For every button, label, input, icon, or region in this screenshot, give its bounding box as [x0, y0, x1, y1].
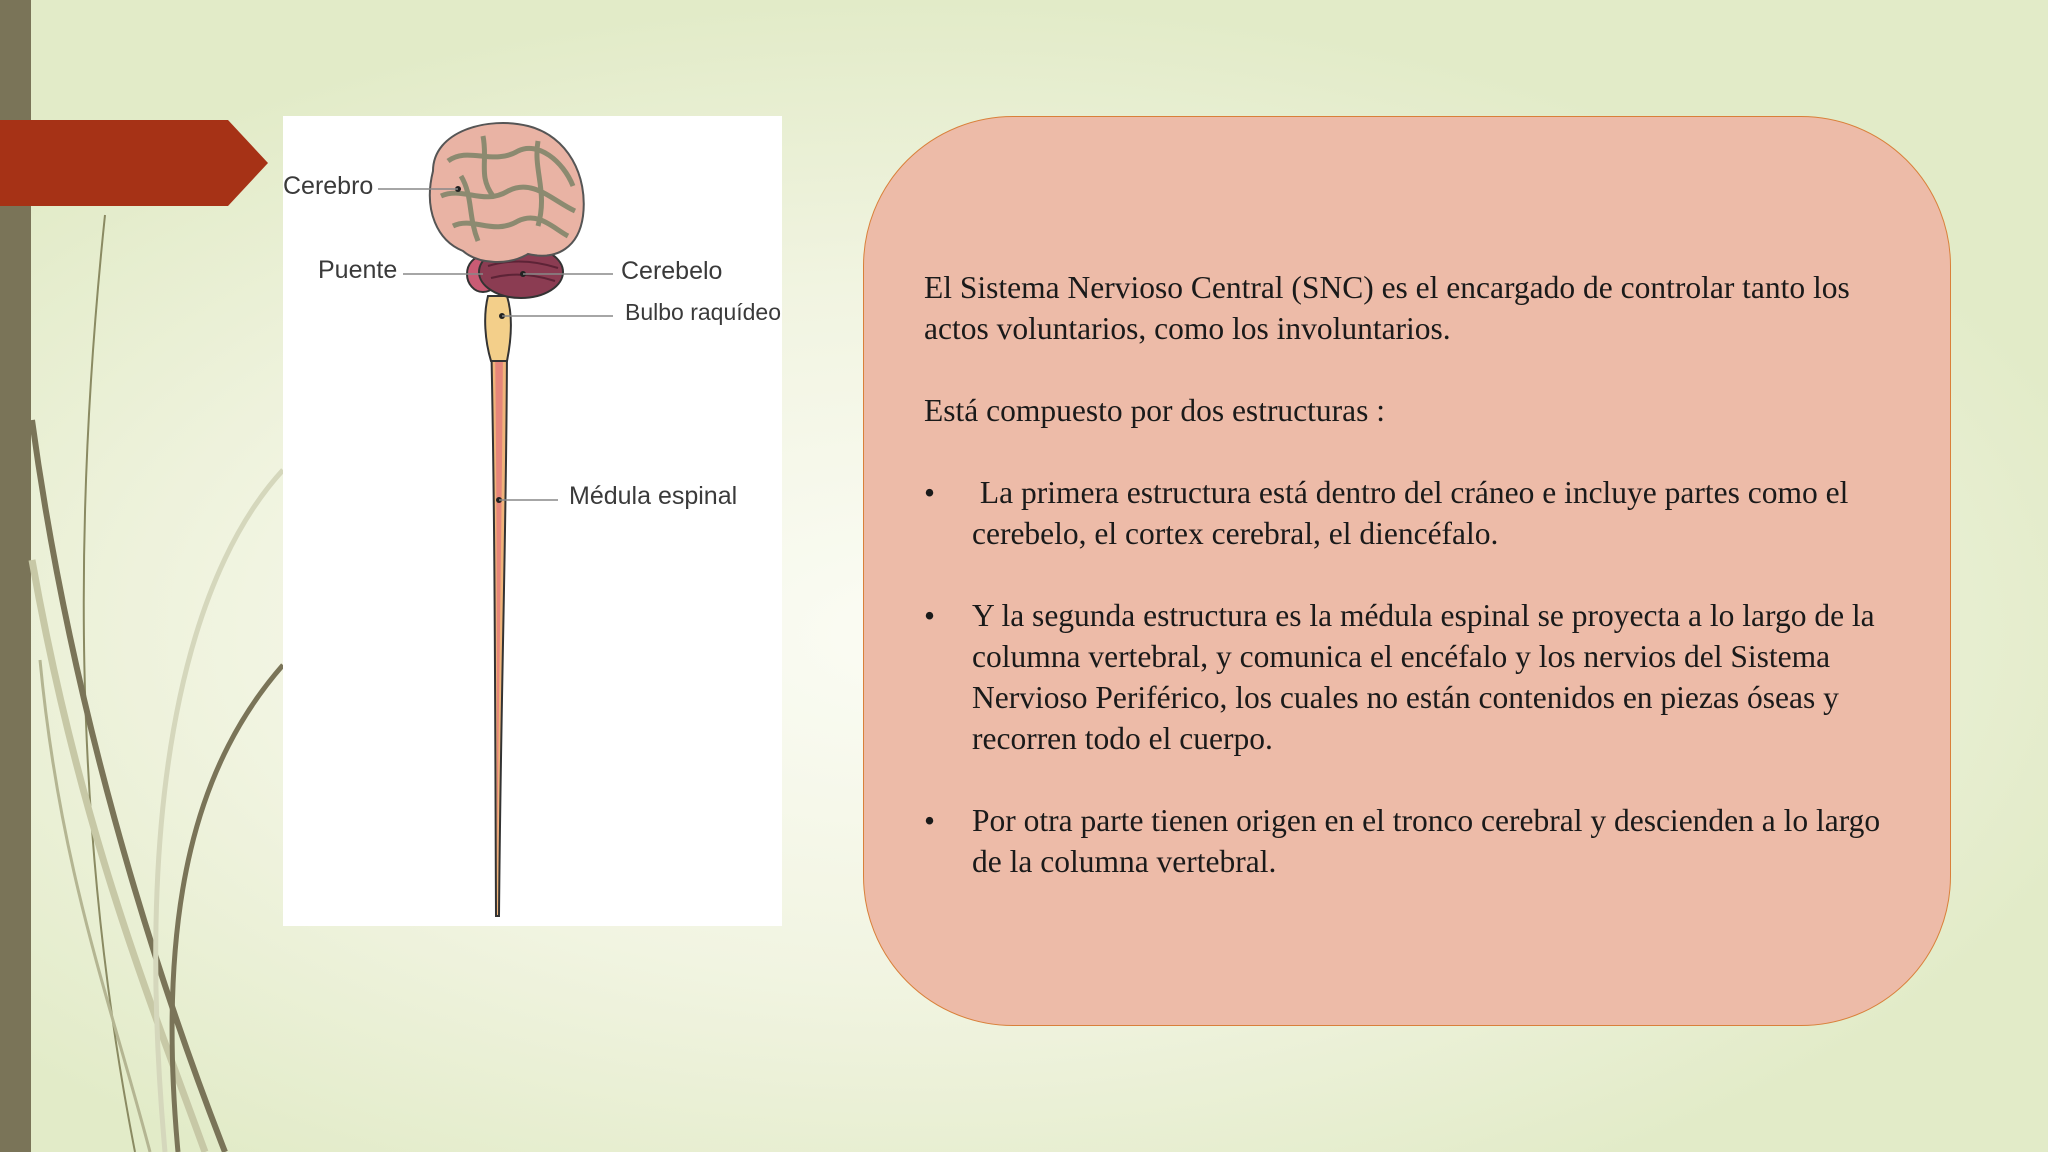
bullet-text: Por otra parte tienen origen en el tronco cerebral y descienden a lo largo de la columna vertebral. — [972, 803, 1881, 879]
bullet-list — [924, 472, 1914, 882]
nervous-system-figure — [283, 116, 782, 926]
text-content — [924, 267, 1914, 923]
intro-paragraph: El Sistema Nervioso Central (SNC) es el encargado de controlar tanto los actos voluntarios, como los involuntarios. — [924, 270, 1850, 346]
bullet-item — [924, 472, 1914, 554]
bullet-marker: • — [924, 803, 936, 838]
text-callout-box — [863, 116, 1951, 1026]
red-arrow-tab — [0, 120, 268, 206]
label-medula-espinal: Médula espinal — [569, 482, 738, 510]
bullet-item — [924, 595, 1914, 759]
label-bulbo-raquideo: Bulbo raquídeo — [625, 299, 782, 325]
label-puente: Puente — [318, 256, 398, 284]
bullet-marker: • — [924, 475, 936, 510]
bullet-text: Y la segunda estructura es la médula espinal se proyecta a lo largo de la columna vertebral, y comunica el encéfalo y los nervios del Sistema Nervioso Periférico, los cuales no están contenidos en piezas óseas y recorren todo el cuerpo. — [972, 598, 1875, 756]
medulla-shape — [485, 296, 511, 361]
bullet-item — [924, 800, 1914, 882]
label-cerebro: Cerebro — [283, 172, 374, 200]
bullet-marker: • — [924, 598, 936, 633]
label-cerebelo: Cerebelo — [621, 257, 723, 285]
red-arrow-shape — [0, 120, 268, 206]
bullet-text: La primera estructura está dentro del cráneo e incluye partes como el cerebelo, el cortex cerebral, el diencéfalo. — [972, 475, 1857, 551]
structures-heading: Está compuesto por dos estructuras : — [924, 393, 1386, 428]
